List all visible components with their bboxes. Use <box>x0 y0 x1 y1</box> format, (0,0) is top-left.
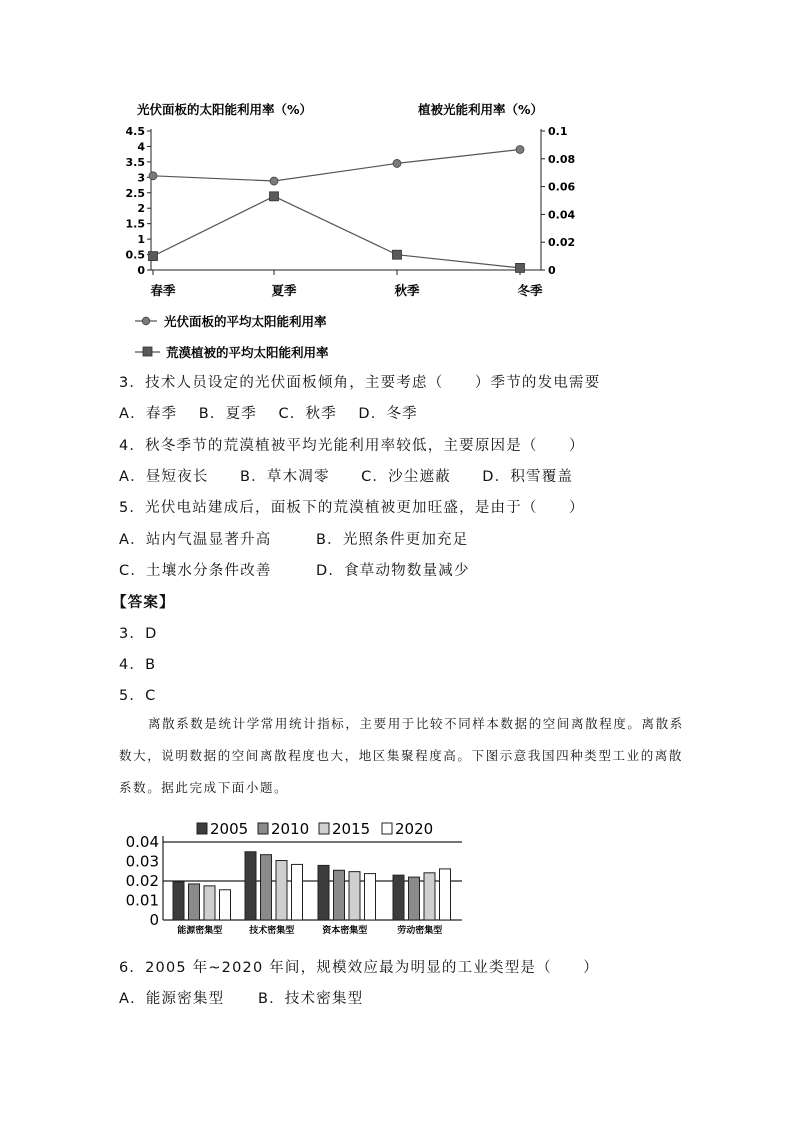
x-category-label: 冬季 <box>517 283 543 298</box>
x-category-label: 技术密集型 <box>249 926 295 936</box>
y-tick-label: 0.02 <box>125 872 159 890</box>
passage-line-1: 离散系数是统计学常用统计指标，主要用于比较不同样本数据的空间离散程度。离散系 <box>148 716 684 731</box>
legend-label-2020: 2020 <box>395 820 434 838</box>
bar-2010 <box>334 870 345 920</box>
legend-label-2005: 2005 <box>210 820 249 838</box>
data-point-square <box>393 250 402 259</box>
legend-label-vegetation: 荒漠植被的平均太阳能利用率 <box>166 345 329 360</box>
question-5-option-a: A．站内气温显著升高 <box>119 532 272 548</box>
right-tick-label: 0.06 <box>548 180 576 194</box>
question-6-option-a: A．能源密集型 <box>119 991 225 1007</box>
legend-marker-circle <box>142 317 150 325</box>
data-point-square <box>270 192 279 201</box>
x-category-label: 秋季 <box>394 283 420 298</box>
x-category-label: 夏季 <box>271 283 297 298</box>
data-point-square <box>516 263 525 272</box>
solar-utilization-chart <box>0 90 600 365</box>
legend-swatch-2010 <box>258 823 268 834</box>
bar-2020 <box>220 890 231 920</box>
bar-2005 <box>318 865 329 920</box>
series-line-2 <box>153 196 520 268</box>
question-6-option-b: B．技术密集型 <box>258 991 364 1007</box>
question-6: 6．2005 年~2020 年间，规模效应最为明显的工业类型是（ ） <box>119 960 599 976</box>
y-tick-label: 0.03 <box>125 852 159 871</box>
series-line-1 <box>153 150 520 182</box>
left-tick-label: 3 <box>137 171 145 185</box>
question-5: 5．光伏电站建成后，面板下的荒漠植被更加旺盛，是由于（ ） <box>119 500 585 516</box>
left-tick-label: 0 <box>137 264 145 277</box>
bar-2015 <box>276 861 287 920</box>
bar-2015 <box>204 886 215 920</box>
bar-2005 <box>393 875 404 920</box>
y-tick-label: 0.01 <box>125 891 159 910</box>
question-5-option-d: D．食草动物数量减少 <box>316 563 470 579</box>
left-tick-label: 4 <box>137 140 145 154</box>
y-tick-label: 0.04 <box>125 833 159 851</box>
data-point-circle <box>270 177 278 185</box>
right-tick-label: 0.02 <box>548 236 576 250</box>
x-category-label: 劳动密集型 <box>397 926 443 936</box>
left-tick-label: 1 <box>137 233 145 247</box>
left-tick-label: 2 <box>137 202 145 216</box>
answer-4: 4．B <box>119 657 157 673</box>
right-tick-label: 0.1 <box>548 125 568 138</box>
right-tick-label: 0.08 <box>548 152 576 166</box>
bar-2015 <box>424 873 435 920</box>
left-axis-title: 光伏面板的太阳能利用率（%） <box>137 102 313 117</box>
question-5-option-b: B．光照条件更加充足 <box>316 532 469 548</box>
legend-marker-square <box>143 347 152 356</box>
passage-line-2: 数大，说明数据的空间离散程度也大，地区集聚程度高。下图示意我国四种类型工业的离散 <box>119 748 684 763</box>
passage-line-3: 系数。据此完成下面小题。 <box>119 780 289 795</box>
bar-2020 <box>440 869 451 920</box>
legend-label-2015: 2015 <box>332 820 371 838</box>
data-point-square <box>149 252 158 261</box>
legend-label-2010: 2010 <box>271 820 310 838</box>
answer-heading: 【答案】 <box>112 595 175 611</box>
left-tick-label: 0.5 <box>125 248 145 262</box>
bar-2020 <box>292 864 303 920</box>
question-4-options: A．昼短夜长 B．草木凋零 C．沙尘遮蔽 D．积雪覆盖 <box>119 469 574 485</box>
left-tick-label: 4.5 <box>125 125 145 138</box>
question-5-option-c: C．土壤水分条件改善 <box>119 563 272 579</box>
question-3: 3．技术人员设定的光伏面板倾角，主要考虑（ ）季节的发电需要 <box>119 375 601 391</box>
y-tick-label: 0 <box>149 911 159 929</box>
bar-2010 <box>189 884 200 920</box>
x-category-label: 春季 <box>150 283 176 298</box>
x-category-label: 资本密集型 <box>322 926 368 936</box>
bar-2005 <box>173 882 184 920</box>
answer-5: 5．C <box>119 688 157 704</box>
bar-2010 <box>409 877 420 920</box>
bar-2005 <box>245 852 256 920</box>
right-tick-label: 0.04 <box>548 208 576 222</box>
data-point-circle <box>393 159 401 167</box>
left-tick-label: 1.5 <box>125 217 145 231</box>
question-3-options: A．春季 B．夏季 C．秋季 D．冬季 <box>119 406 418 422</box>
bar-2015 <box>349 872 360 920</box>
data-point-circle <box>149 172 157 180</box>
legend-swatch-2005 <box>197 823 207 834</box>
dispersion-coefficient-chart <box>0 815 480 940</box>
question-4: 4．秋冬季节的荒漠植被平均光能利用率较低，主要原因是（ ） <box>119 438 585 454</box>
answer-3: 3．D <box>119 626 158 642</box>
legend-label-pv: 光伏面板的平均太阳能利用率 <box>164 314 327 329</box>
x-category-label: 能源密集型 <box>177 926 223 936</box>
right-tick-label: 0 <box>548 264 556 277</box>
legend-swatch-2020 <box>382 823 392 834</box>
bar-2020 <box>365 874 376 920</box>
left-tick-label: 3.5 <box>125 155 145 169</box>
bar-2010 <box>261 855 272 920</box>
data-point-circle <box>516 146 524 154</box>
right-axis-title: 植被光能利用率（%） <box>418 102 544 117</box>
left-tick-label: 2.5 <box>125 186 145 200</box>
legend-swatch-2015 <box>319 823 329 834</box>
